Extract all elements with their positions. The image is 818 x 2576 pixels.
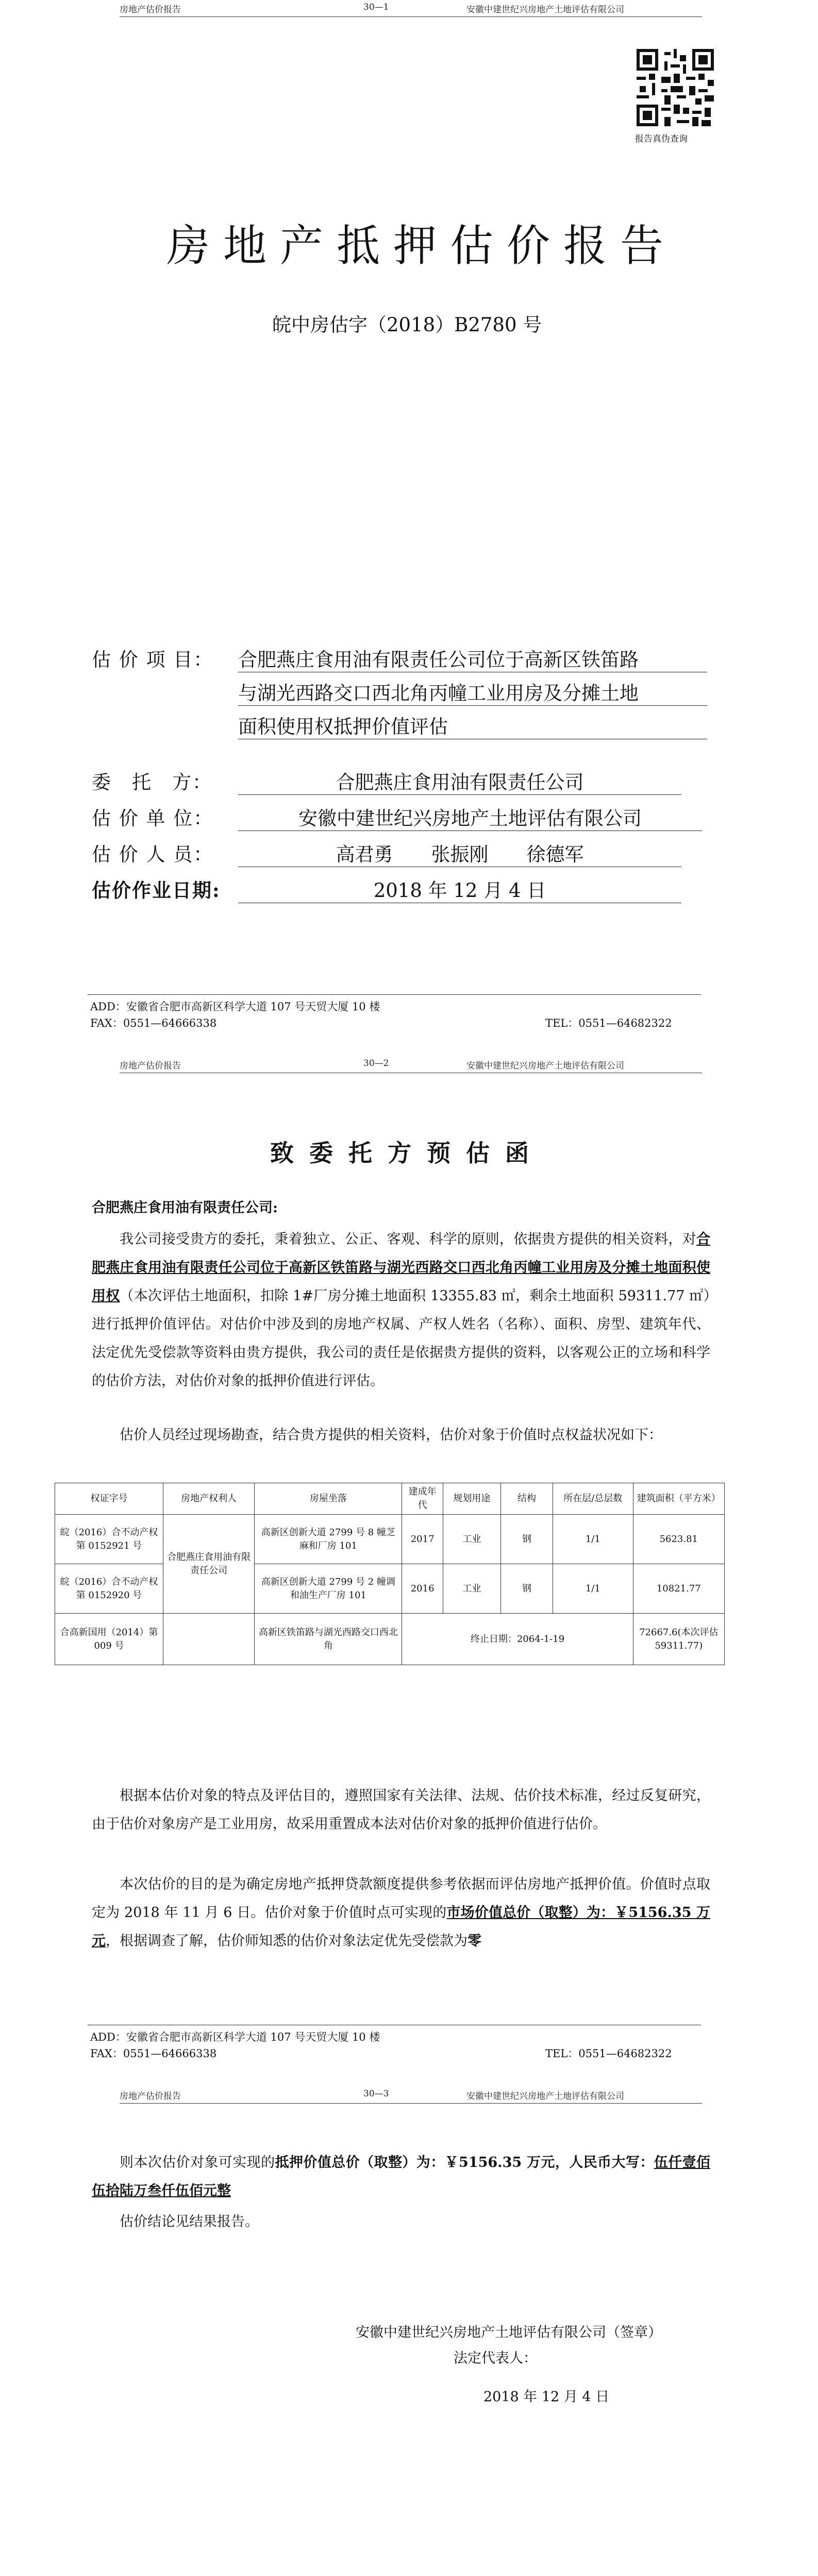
- table-cell: 合高新国用（2014）第 009 号: [55, 1614, 163, 1665]
- signature-company: 安徽中建世纪兴房地产土地评估有限公司（签章）: [356, 2325, 662, 2341]
- signature-representative: 法定代表人：: [454, 2350, 537, 2366]
- table-cell: 高新区创新大道 2799 号 8 幢芝麻和厂房 101: [255, 1515, 402, 1564]
- footer-fax: FAX：0551—64666338: [90, 1017, 217, 1029]
- letter-paragraph-4: 本次估价的目的是为确定房地产抵押贷款额度提供参考依据而评估房地产抵押价值。价值时点取定为 2018 年 11 月 6 日。估价对象于价值时点可实现的市场价值总价（取整）为：￥5156.35 万元，根据调查了解，估价师知悉的估价对象法定优先受偿款为零: [92, 1876, 710, 1949]
- table-header-row: [55, 1483, 725, 1515]
- footer-rule: [88, 994, 701, 995]
- table-cell: 10821.77: [633, 1564, 724, 1614]
- table-row: [55, 1614, 725, 1665]
- table-cell: 高新区铁笛路与湖光西路交口西北角: [255, 1614, 402, 1665]
- footer-address: ADD：安徽省合肥市高新区科学大道 107 号天贸大厦 10 楼: [90, 1001, 380, 1013]
- table-header-cell: 房屋坐落: [255, 1483, 402, 1515]
- table-cell: 2017: [402, 1515, 443, 1564]
- project-line-2: 与湖光西路交口西北角丙幢工业用房及分摊土地: [238, 677, 707, 706]
- page-header-number: 30—3: [363, 2089, 389, 2099]
- footer-tel: TEL：0551—64682322: [545, 2047, 672, 2060]
- table-row: [55, 1515, 725, 1564]
- table-header-cell: 权证字号: [55, 1483, 163, 1515]
- report-title: 房地产抵押估价报告: [166, 221, 677, 271]
- page-header-right: 安徽中建世纪兴房地产土地评估有限公司: [466, 1061, 624, 1071]
- table-cell: 工业: [443, 1564, 500, 1614]
- appraiser-unit-label: 估 价 单 位：: [92, 807, 214, 829]
- page-header-right: 安徽中建世纪兴房地产土地评估有限公司: [466, 5, 624, 15]
- table-header-cell: 房地产权利人: [163, 1483, 254, 1515]
- letter-paragraph-6: 估价结论见结果报告。: [120, 2214, 259, 2230]
- table-header-cell: 规划用途: [443, 1483, 500, 1515]
- header-rule: [120, 2103, 702, 2104]
- valuation-table: [55, 1483, 725, 1665]
- date-value: 2018 年 12 月 4 日: [238, 875, 681, 903]
- table-cell: [163, 1614, 254, 1665]
- footer-fax: FAX：0551—64666338: [90, 2047, 217, 2060]
- footer-tel: TEL：0551—64682322: [545, 1017, 672, 1029]
- letter-paragraph-2: 估价人员经过现场勘查，结合贵方提供的相关资料，估价对象于价值时点权益状况如下：: [120, 1427, 662, 1443]
- table-cell: 终止日期：2064-1-19: [402, 1614, 633, 1665]
- client-label: 委 托 方：: [92, 771, 212, 793]
- table-cell: 1/1: [553, 1515, 633, 1564]
- signature-date: 2018 年 12 月 4 日: [483, 2389, 610, 2405]
- table-cell: 钢: [500, 1564, 553, 1614]
- table-cell: 5623.81: [633, 1515, 724, 1564]
- appraisers-label: 估 价 人 员：: [92, 843, 214, 866]
- table-cell: 2016: [402, 1564, 443, 1614]
- table-header-cell: 建筑面积（平方米）: [633, 1483, 724, 1515]
- report-number: 皖中房估字（2018）B2780 号: [272, 314, 542, 336]
- qr-code-icon: [637, 49, 714, 126]
- appraisers-value: 高君勇 张振刚 徐德军: [238, 839, 681, 867]
- page-header-right: 安徽中建世纪兴房地产土地评估有限公司: [466, 2091, 624, 2102]
- page-header-number: 30—2: [363, 1058, 389, 1069]
- page-header-number: 30—1: [363, 2, 389, 12]
- letter-heading: 致委托方预估函: [270, 1139, 544, 1167]
- letter-paragraph-3: 根据本估价对象的特点及评估目的，遵照国家有关法律、法规、估价技术标准，经过反复研究，由于估价对象房产是工业用房，故采用重置成本法对估价对象的抵押价值进行估价。: [92, 1788, 710, 1832]
- table-cell: 72667.6(本次评估 59311.77): [633, 1614, 724, 1665]
- letter-paragraph-5: 则本次估价对象可实现的抵押价值总价（取整）为：￥5156.35 万元，人民币大写：伍仟壹佰伍拾陆万叁仟伍佰元整: [92, 2155, 711, 2199]
- page-header-left: 房地产估价报告: [120, 2091, 181, 2102]
- table-cell: 钢: [500, 1515, 553, 1564]
- table-header-cell: 所在层/总层数: [553, 1483, 633, 1515]
- table-header-cell: 结构: [500, 1483, 553, 1515]
- page-header-left: 房地产估价报告: [120, 1061, 181, 1071]
- project-line-3: 面积使用权抵押价值评估: [238, 711, 707, 739]
- project-line-1: 合肥燕庄食用油有限责任公司位于高新区铁笛路: [238, 644, 707, 672]
- footer-address: ADD：安徽省合肥市高新区科学大道 107 号天贸大厦 10 楼: [90, 2031, 380, 2043]
- letter-salutation: 合肥燕庄食用油有限责任公司:: [92, 1200, 278, 1216]
- qr-caption: 报告真伪查询: [635, 134, 688, 144]
- date-label: 估价作业日期:: [92, 879, 221, 902]
- table-header-cell: 建成年代: [402, 1483, 443, 1515]
- page-header-left: 房地产估价报告: [120, 5, 181, 15]
- table-cell: 高新区创新大道 2799 号 2 幢调和油生产厂房 101: [255, 1564, 402, 1614]
- table-cell: 皖（2016）合不动产权第 0152921 号: [55, 1515, 163, 1564]
- table-row: [55, 1564, 725, 1614]
- table-cell: 1/1: [553, 1564, 633, 1614]
- table-cell-owner: 合肥燕庄食用油有限责任公司: [163, 1515, 254, 1614]
- appraiser-unit-value: 安徽中建世纪兴房地产土地评估有限公司: [238, 803, 702, 831]
- letter-paragraph-1: 我公司接受贵方的委托，秉着独立、公正、客观、科学的原则，依据贵方提供的相关资料，对合肥燕庄食用油有限责任公司位于高新区铁笛路与湖光西路交口西北角丙幢工业用房及分摊土地面积使用权（本次评估土地面积，扣除 1#厂房分摊土地面积 13355.83 ㎡，剩余土地面积 59311.77 ㎡）进行抵押价值评估。对估价中涉及到的房地产权属、产权人姓名（名称）、面积、房型、建筑年代、法定优先受偿款等资料由贵方提供，我公司的责任是依据贵方提供的资料，以客观公正的立场和科学的估价方法，对估价对象的抵押价值进行评估。: [92, 1231, 711, 1389]
- project-label: 估 价 项 目：: [92, 649, 214, 671]
- table-cell: 皖（2016）合不动产权第 0152920 号: [55, 1564, 163, 1614]
- header-rule: [120, 16, 702, 17]
- table-cell: 工业: [443, 1515, 500, 1564]
- client-value: 合肥燕庄食用油有限责任公司: [238, 767, 681, 795]
